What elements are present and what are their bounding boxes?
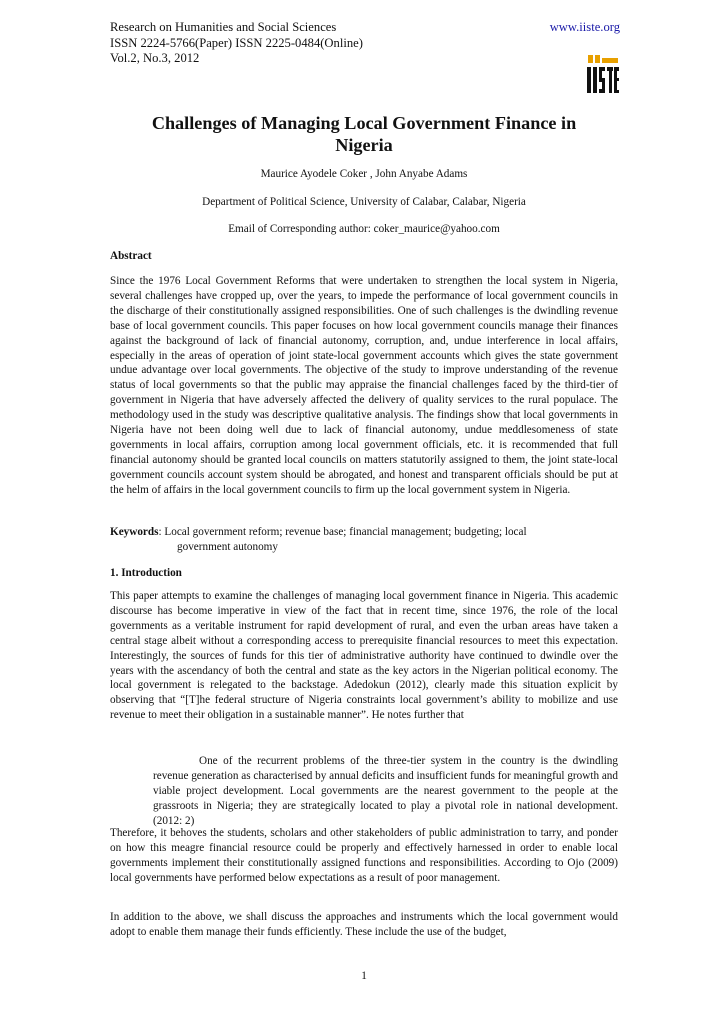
abstract-heading-text: Abstract [110, 250, 152, 262]
paper-title-line-2: Nigeria [335, 135, 393, 155]
page-number: 1 [361, 970, 367, 982]
intro-paragraph-1-text: This paper attempts to examine the challenges of managing local government finance in Nigeria. This academic discourse has become imperative in view of the fact that in recent time, since 1976, the role of the local governments as a veritable instrument for rapid development of rural, and even the urban areas have taken a central stage albeit without a corresponding access to prerequisite financial resources to meet this expectation. Interestingly, the sources of funds for this tier of administrative authority have continued to dwindle over the years with the ascendancy of both the central and state as the key actors in the Nigerian political economy. The local government is relegated to the backstage. Adedokun (2012), clearly made this situation explicit by observing that “[T]he federal structure of Nigeria constraints local government’s ability to mobilize and use revenue to meet their obligation in a sustainable manner”. He notes further that [110, 590, 618, 722]
journal-header [110, 20, 363, 67]
authors: Maurice Ayodele Coker , John Anyabe Adams [260, 168, 468, 180]
intro-paragraph-3 [110, 910, 618, 940]
journal-url-link[interactable]: www.iiste.org [549, 20, 620, 34]
paper-title-line-1: Challenges of Managing Local Government Finance in [151, 113, 577, 133]
keywords-line-2: government autonomy [177, 540, 278, 553]
block-quote-text: One of the recurrent problems of the three-tier system in the country is the dwindling revenue generation as characterised by annual deficits and insufficient funds for meaningful growth and viable project development. Local governments are the nearest government to the people at the grassroots in Nigeria; they are strategically located to play a pivotal role in national development. (2012: 2) [153, 755, 618, 827]
corresponding-email: Email of Corresponding author: coker_maurice@yahoo.com [228, 223, 500, 235]
keywords-label: Keywords [110, 526, 159, 538]
abstract-heading [110, 249, 618, 264]
intro-paragraph-2 [110, 826, 618, 886]
abstract-text: Since the 1976 Local Government Reforms that were undertaken to strengthen the local system in Nigeria, several challenges have cropped up, over the years, to impede the performance of local government councils in the discharge of their constitutionally assigned responsibilities. One of such challenges is the dwindling revenue base of local government councils. This paper focuses on how local government councils manage their finances against the background of lack of financial autonomy, corruption, and, undue interference in local affairs, especially in the areas of operation of joint state-local government accounts which gives the state government undue advantage over local governments. The objective of the study to improve understanding of the revenue status of local governments so that the public may appraise the financial challenges faced by the third-tier of government in Nigeria that have adversely affected the delivery of quality services to the rural populace. The methodology used in the study was descriptive qualitative analysis. The findings show that local governments in Nigeria have not been doing well due to lack of financial autonomy, undue meddlesomeness of state governments in local affairs, corruption among local government officials, etc. it is recommended that full financial autonomy should be granted local councils on matters statutorily assigned to them, the joint state-local government councils account system should be abrogated, and honest and transparent officials should be put at the helm of affairs in the local government councils to firm up the local government system in Nigeria. [110, 275, 618, 496]
keywords-line-1: : Local government reform; revenue base; financial management; budgeting; local [158, 526, 527, 538]
iiste-logo [586, 55, 620, 95]
intro-heading [110, 566, 618, 581]
abstract-body [110, 274, 618, 498]
intro-paragraph-2-text: Therefore, it behoves the students, scholars and other stakeholders of public administration to tarry, and ponder on how this meagre financial resource could be properly and effectively harnessed in order to enable local governments implement their constitutionally assigned functions and responsibilities. According to Ojo (2009) local governments have performed below expectations as a result of poor management. [110, 827, 618, 884]
journal-issn: ISSN 2224-5766(Paper) ISSN 2225-0484(Online) [110, 35, 363, 50]
keywords [110, 525, 618, 555]
intro-heading-text: 1. Introduction [110, 567, 182, 579]
journal-name: Research on Humanities and Social Sciences [110, 20, 337, 34]
intro-paragraph-1 [110, 589, 618, 723]
paper-title [110, 112, 618, 156]
journal-volume: Vol.2, No.3, 2012 [110, 51, 200, 66]
intro-paragraph-3-text: In addition to the above, we shall discuss the approaches and instruments which the local government would adopt to enable them manage their funds efficiently. These include the use of the budget, [110, 911, 618, 938]
affiliation: Department of Political Science, University of Calabar, Calabar, Nigeria [202, 196, 526, 208]
